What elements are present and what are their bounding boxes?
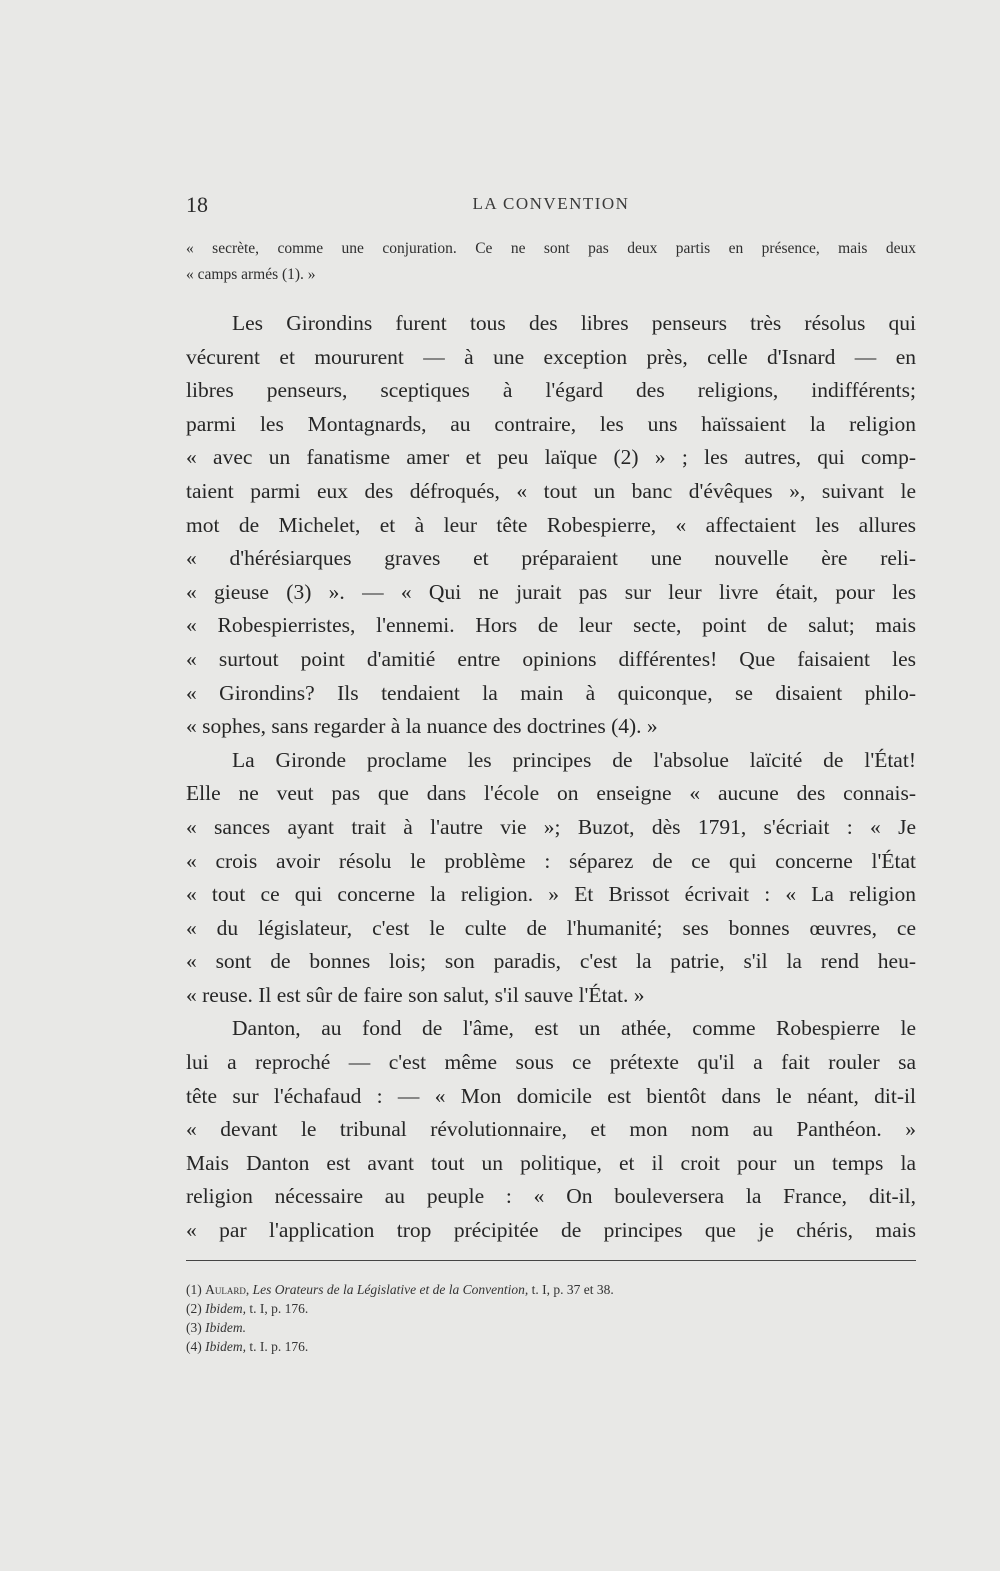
text-line: « crois avoir résolu le problème : séparez de ce qui concerne l'État bbox=[186, 848, 916, 873]
text-line: « sophes, sans regarder à la nuance des doctrines (4). » bbox=[186, 714, 658, 739]
text-line: « gieuse (3) ». — « Qui ne jurait pas sur leur livre était, pour les bbox=[186, 579, 916, 604]
text-line: Danton, au fond de l'âme, est un athée, comme Robespierre le bbox=[232, 1016, 916, 1041]
text-line: « tout ce qui concerne la religion. » Et Brissot écrivait : « La religion bbox=[186, 882, 916, 907]
footnote-title: Ibidem. bbox=[205, 1320, 246, 1335]
text-line: Mais Danton est avant tout un politique, et il croit pour un temps la bbox=[186, 1150, 916, 1175]
text-line: taient parmi eux des défroqués, « tout un banc d'évêques », suivant le bbox=[186, 478, 916, 503]
text-line: religion nécessaire au peuple : « On bouleversera la France, dit-il, bbox=[186, 1184, 916, 1209]
footnote-title: Ibidem, bbox=[205, 1301, 246, 1316]
text-line: Elle ne veut pas que dans l'école on enseigne « aucune des connais- bbox=[186, 781, 916, 806]
footnote-title: Les Orateurs de la Législative et de la Convention, bbox=[252, 1282, 529, 1297]
footnote-ref: t. I, p. 37 et 38. bbox=[531, 1282, 614, 1297]
page-header bbox=[186, 192, 916, 222]
continued-quote bbox=[186, 236, 916, 288]
text-line: « par l'application trop précipitée de principes que je chéris, mais bbox=[186, 1218, 916, 1243]
footnote-ref: t. I. p. 176. bbox=[249, 1339, 309, 1354]
quote-line: « camps armés (1). » bbox=[186, 266, 316, 283]
text-line: « avec un fanatisme amer et peu laïque (2) » ; les autres, qui comp- bbox=[186, 445, 916, 470]
running-title: LA CONVENTION bbox=[472, 194, 630, 213]
footnote-author: Aulard, bbox=[205, 1282, 250, 1297]
body-text bbox=[186, 307, 916, 1248]
text-line: mot de Michelet, et à leur tête Robespierre, « affectaient les allures bbox=[186, 512, 916, 537]
text-line: « devant le tribunal révolutionnaire, et mon nom au Panthéon. » bbox=[186, 1117, 916, 1142]
text-line: lui a reproché — c'est même sous ce prétexte qu'il a fait rouler sa bbox=[186, 1050, 916, 1075]
text-line: parmi les Montagnards, au contraire, les uns haïssaient la religion bbox=[186, 411, 916, 436]
text-line: libres penseurs, sceptiques à l'égard des religions, indifférents; bbox=[186, 378, 916, 403]
text-line: « Girondins? Ils tendaient la main à quiconque, se disaient philo- bbox=[186, 680, 916, 705]
page-number: 18 bbox=[186, 192, 208, 217]
text-line: « Robespierristes, l'ennemi. Hors de leur secte, point de salut; mais bbox=[186, 613, 916, 638]
text-line: La Gironde proclame les principes de l'absolue laïcité de l'État! bbox=[232, 747, 916, 772]
footnote-divider bbox=[186, 1260, 916, 1261]
footnote-number: (4) bbox=[186, 1339, 202, 1354]
footnote bbox=[186, 1299, 916, 1318]
text-line: « sances ayant trait à l'autre vie »; Buzot, dès 1791, s'écriait : « Je bbox=[186, 814, 916, 839]
text-line: « reuse. Il est sûr de faire son salut, s'il sauve l'État. » bbox=[186, 982, 645, 1007]
footnote-title: Ibidem, bbox=[205, 1339, 246, 1354]
text-line: Les Girondins furent tous des libres penseurs très résolus qui bbox=[232, 311, 916, 335]
footnote bbox=[186, 1318, 916, 1337]
text-line: « surtout point d'amitié entre opinions différentes! Que faisaient les bbox=[186, 646, 916, 671]
text-line: « d'hérésiarques graves et préparaient une nouvelle ère reli- bbox=[186, 546, 916, 571]
footnotes bbox=[186, 1280, 916, 1356]
footnote bbox=[186, 1337, 916, 1356]
text-line: « du législateur, c'est le culte de l'humanité; ses bonnes œuvres, ce bbox=[186, 915, 916, 940]
footnote-number: (1) bbox=[186, 1282, 202, 1297]
quote-line: « secrète, comme une conjuration. Ce ne sont pas deux partis en présence, mais deux bbox=[186, 240, 916, 257]
text-line: « sont de bonnes lois; son paradis, c'est la patrie, s'il la rend heu- bbox=[186, 949, 916, 974]
footnote-number: (3) bbox=[186, 1320, 202, 1335]
footnote bbox=[186, 1280, 916, 1299]
text-line: tête sur l'échafaud : — « Mon domicile est bientôt dans le néant, dit-il bbox=[186, 1083, 916, 1108]
footnote-number: (2) bbox=[186, 1301, 202, 1316]
footnote-ref: t. I, p. 176. bbox=[249, 1301, 309, 1316]
text-line: vécurent et moururent — à une exception près, celle d'Isnard — en bbox=[186, 344, 916, 369]
